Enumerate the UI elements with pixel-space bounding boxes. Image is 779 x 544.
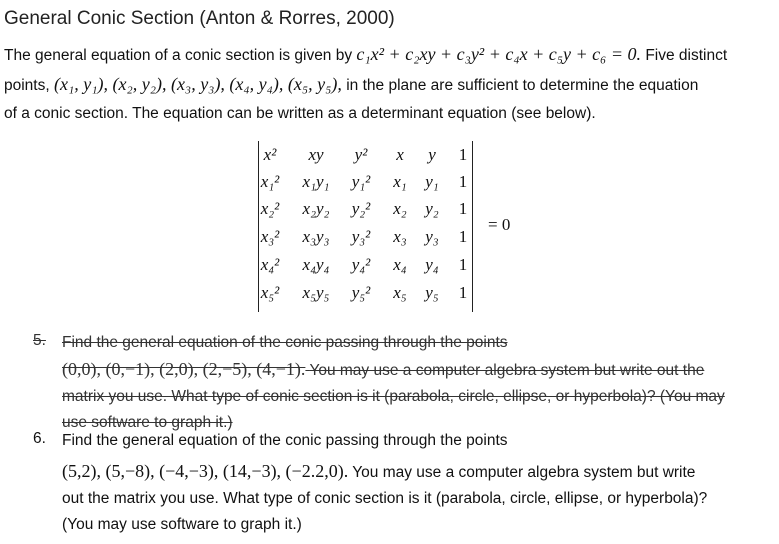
determinant-left-bar xyxy=(258,141,259,312)
determinant-cell: 1 xyxy=(458,145,468,164)
determinant-cell: x xyxy=(396,145,404,164)
determinant-cell: y₁ xyxy=(425,172,439,191)
determinant-cell: y₅² xyxy=(351,283,371,302)
problem-text: You may use a computer algebra system but write xyxy=(352,464,696,481)
intro-line-1 xyxy=(4,40,774,70)
page-title: General Conic Section (Anton & Rorres, 2000) xyxy=(4,8,395,29)
problem-line: out the matrix you use. What type of conic section is it (parabola, circle, ellipse, or hyperbola)? xyxy=(62,490,708,507)
intro-text-3: points, xyxy=(4,77,50,94)
determinant-cell: x₃² xyxy=(260,227,280,246)
determinant-cell: x₄² xyxy=(260,255,280,274)
intro-text-1: The general equation of a conic section is given by xyxy=(4,47,353,64)
problem-line xyxy=(62,458,762,486)
determinant-cell: 1 xyxy=(458,227,468,246)
determinant-cell: y₄ xyxy=(425,255,439,274)
intro-line-2 xyxy=(4,70,774,100)
determinant-cell: y₄² xyxy=(351,255,371,274)
problem-text: You may use a computer algebra system but write out the xyxy=(309,362,705,379)
determinant-cell: y₂ xyxy=(425,199,439,218)
problem-points: (0,0), (0,−1), (2,0), (2,−5), (4,−1). xyxy=(62,359,306,379)
determinant-cell: y₂² xyxy=(351,199,371,218)
determinant-cell: y₃ xyxy=(425,227,439,246)
problem-5-text xyxy=(62,330,762,436)
determinant-cell: x₅y₅ xyxy=(302,283,330,302)
intro-line-3: of a conic section. The equation can be written as a determinant equation (see below). xyxy=(4,105,596,122)
determinant-cell: x₄ xyxy=(393,255,407,274)
determinant-cell: 1 xyxy=(458,283,468,302)
determinant-cell: y₅ xyxy=(425,283,439,302)
determinant-cell: x₃y₃ xyxy=(302,227,330,246)
determinant-cell: x² xyxy=(263,145,277,164)
intro-paragraph xyxy=(4,40,774,128)
determinant-cell: x₂ xyxy=(393,199,407,218)
problem-points: (5,2), (5,−8), (−4,−3), (14,−3), (−2.2,0). xyxy=(62,461,349,481)
determinant-cell: x₄y₄ xyxy=(302,255,330,274)
determinant-cell: x₅² xyxy=(260,283,280,302)
determinant-cell: x₁ xyxy=(393,172,407,191)
determinant-cell: 1 xyxy=(458,172,468,191)
determinant-cell: y² xyxy=(354,145,368,164)
problem-6-text xyxy=(62,428,762,538)
determinant-cell: 1 xyxy=(458,255,468,274)
problem-line: use software to graph it.) xyxy=(62,414,233,431)
determinant-cell: xy xyxy=(308,145,324,164)
conic-equation: c₁x² + c₂xy + c₃y² + c₄x + c₅y + c₆ = 0. xyxy=(356,44,642,64)
determinant-cell: x₁² xyxy=(260,172,280,191)
determinant-cell: y₃² xyxy=(351,227,371,246)
problem-number: 6. xyxy=(33,430,46,447)
points-list: (x₁, y₁), (x₂, y₂), (x₃, y₃), (x₄, y₄), (x₅, y₅), xyxy=(53,74,342,94)
determinant-cell: x₅ xyxy=(393,283,407,302)
determinant-cell: y xyxy=(428,145,436,164)
problem-line: Find the general equation of the conic passing through the points xyxy=(62,334,508,351)
determinant-cell: x₃ xyxy=(393,227,407,246)
problem-line: Find the general equation of the conic passing through the points xyxy=(62,432,508,449)
determinant-cell: x₂² xyxy=(260,199,280,218)
problem-line xyxy=(62,356,762,384)
determinant-cell: x₁y₁ xyxy=(302,172,330,191)
determinant-cell: 1 xyxy=(458,199,468,218)
problem-line: matrix you use. What type of conic section is it (parabola, circle, ellipse, or hyperbola)? (You may xyxy=(62,388,725,405)
determinant-cell: x₂y₂ xyxy=(302,199,330,218)
determinant-equals-zero: = 0 xyxy=(488,215,511,234)
intro-text-4: in the plane are sufficient to determine the equation xyxy=(346,77,699,94)
determinant-matrix xyxy=(256,141,490,312)
problem-number: 5. xyxy=(33,332,46,349)
problem-line: (You may use software to graph it.) xyxy=(62,516,302,533)
intro-text-2: Five distinct xyxy=(645,47,728,64)
determinant-cell: y₁² xyxy=(351,172,371,191)
determinant-right-bar xyxy=(472,141,473,312)
